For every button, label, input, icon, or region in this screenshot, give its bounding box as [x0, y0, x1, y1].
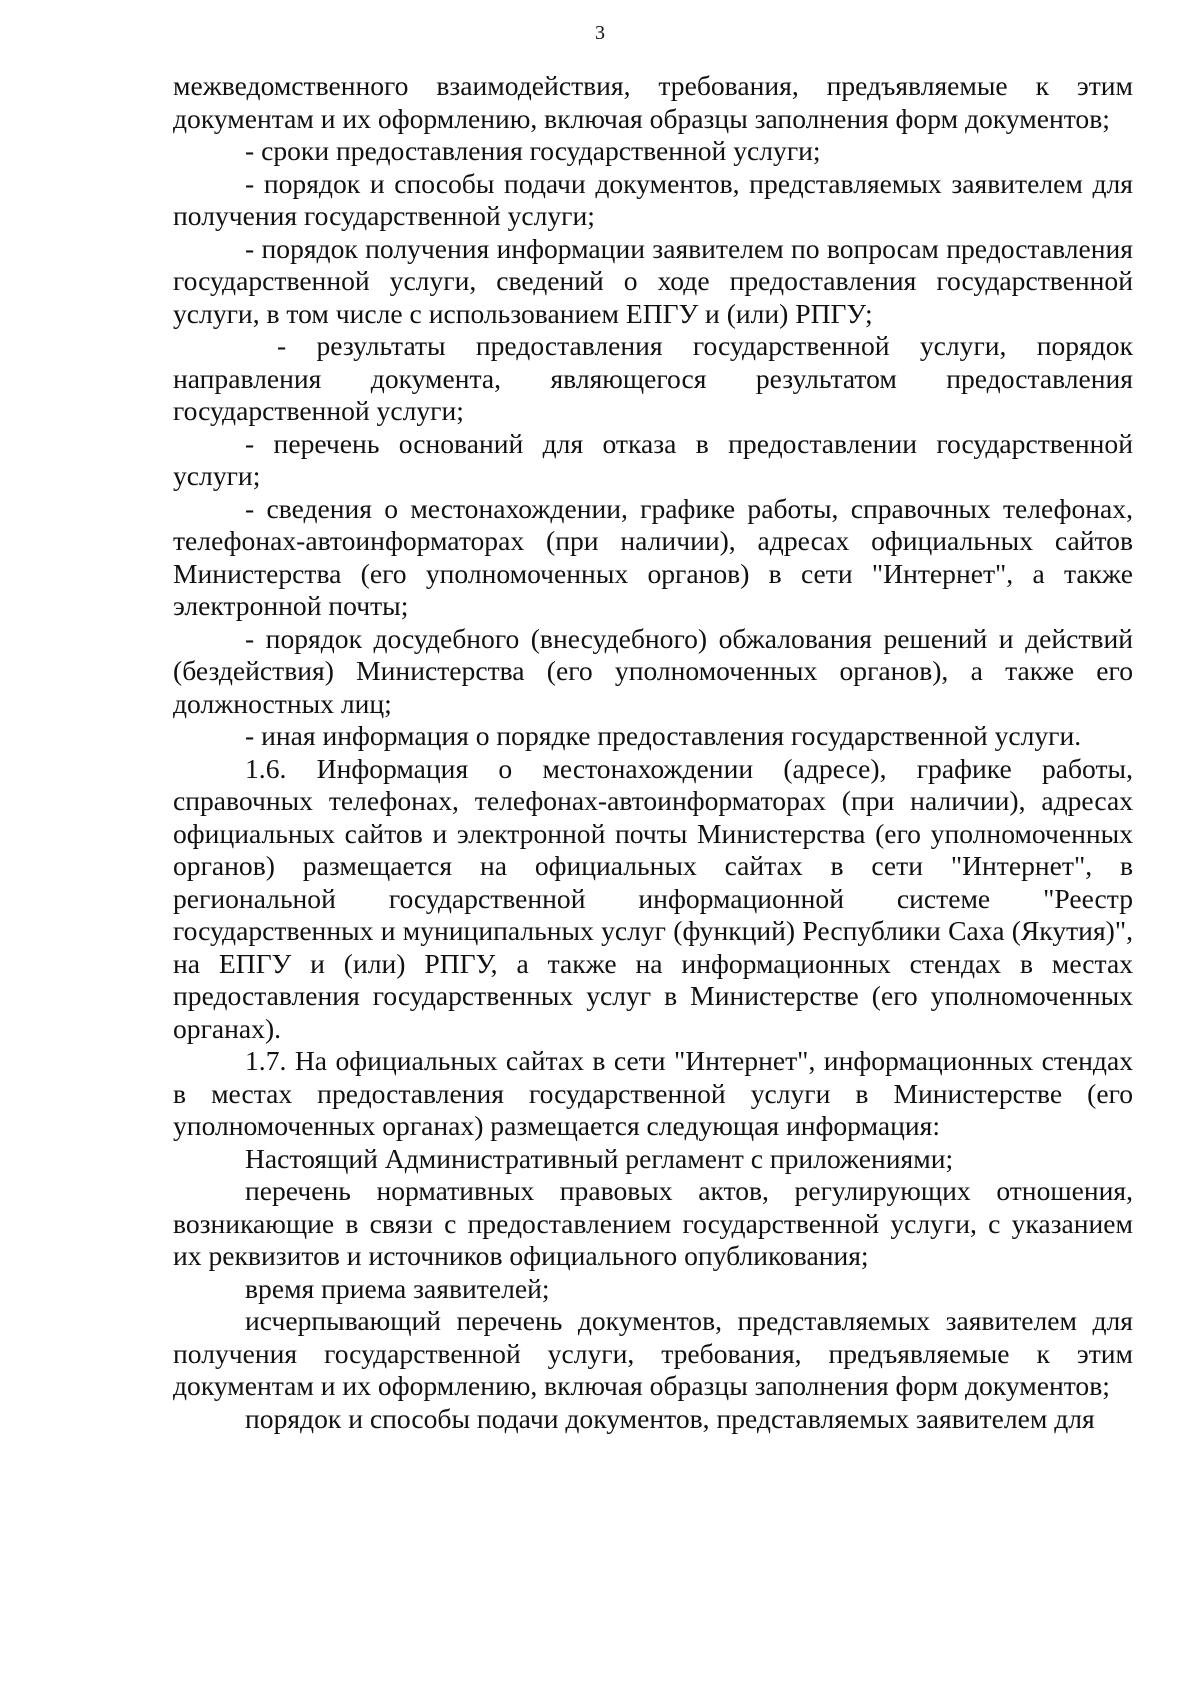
page-number: 3: [595, 22, 605, 44]
section-1-6: 1.6. Информация о местонахождении (адресе), графике работы, справочных телефонах, телефонах-автоинформаторах (при наличии), адресах официальных сайтов и электронной почты Министерства (его уполномоченных органов) размещается на официальных сайтах в сети "Интернет", в региональной государственной информационной системе "Реестр государственных и муниципальных услуг (функций) Республики Саха (Якутия)", на ЕПГУ и (или) РПГУ, а также на информационных стендах в местах предоставления государственных услуг в Министерстве (его уполномоченных органах).: [173, 752, 1133, 1044]
info-item-submission-methods: порядок и способы подачи документов, представляемых заявителем для: [245, 1402, 1095, 1434]
section-1-7: 1.7. На официальных сайтах в сети "Интернет", информационных стендах в местах предоставления государственной услуги в Министерстве (его уполномоченных органах) размещается следующая информация:: [173, 1045, 1133, 1141]
list-item-results: - результаты предоставления государственной услуги, порядок направления документа, являющегося результатом предоставления государственной услуги;: [173, 330, 1133, 426]
list-item-appeal-procedure: - порядок досудебного (внесудебного) обжалования решений и действий (бездействия) Министерства (его уполномоченных органов), а также его должностных лиц;: [173, 622, 1133, 719]
list-item-location-info: - сведения о местонахождении, графике работы, справочных телефонах, телефонах-автоинформаторах (при наличии), адресах официальных сайтов Министерства (его уполномоченных органов) в сети "Интернет", а также электронной почты;: [173, 492, 1133, 621]
info-item-reception-time: время приема заявителей;: [245, 1272, 550, 1304]
info-item-regulation: Настоящий Административный регламент с приложениями;: [245, 1142, 954, 1174]
list-item-refusal-grounds: - перечень оснований для отказа в предоставлении государственной услуги;: [173, 427, 1133, 491]
list-item-submission-methods: - порядок и способы подачи документов, представляемых заявителем для получения государственной услуги;: [173, 167, 1133, 231]
list-item-other-info: - иная информация о порядке предоставления государственной услуги.: [245, 720, 1082, 751]
info-item-documents-list: исчерпывающий перечень документов, представляемых заявителем для получения государственной услуги, требования, предъявляемые к этим документам и их оформлению, включая образцы заполнения форм документов;: [173, 1305, 1133, 1401]
document-body: [173, 70, 1133, 1435]
info-item-legal-acts: перечень нормативных правовых актов, регулирующих отношения, возникающие в связи с предоставлением государственной услуги, с указанием их реквизитов и источников официального опубликования;: [173, 1175, 1133, 1271]
list-item-terms: - сроки предоставления государственной услуги;: [245, 135, 821, 166]
list-item-information-procedure: - порядок получения информации заявителем по вопросам предоставления государственной услуги, сведений о ходе предоставления государственной услуги, в том числе с использованием ЕПГУ и (или) РПГУ;: [173, 232, 1133, 329]
paragraph-continuation: межведомственного взаимодействия, требования, предъявляемые к этим документам и их оформлению, включая образцы заполнения форм документов;: [173, 70, 1133, 134]
